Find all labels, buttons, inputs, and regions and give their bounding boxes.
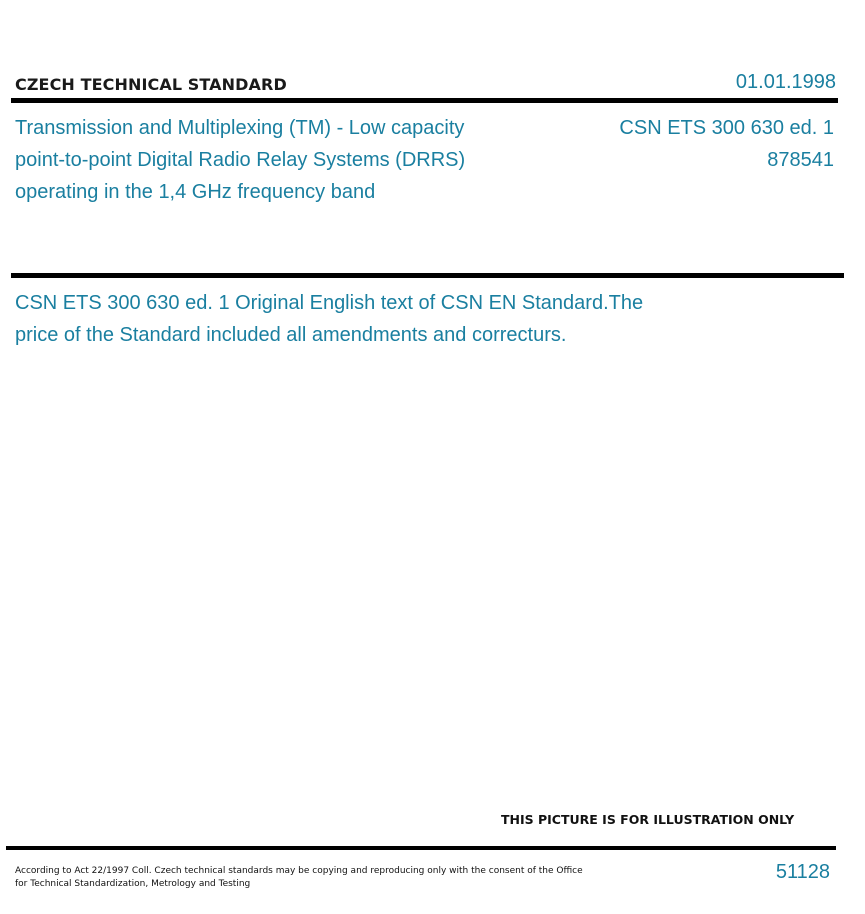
title-line: point-to-point Digital Radio Relay Systems (DRRS) [15,149,466,171]
legal-line: for Technical Standardization, Metrology and Testing [15,879,251,889]
title-line: Transmission and Multiplexing (TM) - Low capacity [15,117,465,139]
middle-divider [11,273,844,278]
standard-title [15,112,535,208]
top-divider [11,98,838,103]
illustration-disclaimer: THIS PICTURE IS FOR ILLUSTRATION ONLY [501,812,795,827]
standard-code-block [619,112,834,176]
description-line: CSN ETS 300 630 ed. 1 Original English text of CSN EN Standard.The [15,292,644,314]
title-line: operating in the 1,4 GHz frequency band [15,181,376,203]
bottom-divider [6,846,836,850]
catalog-number: 878541 [767,149,834,171]
description-line: price of the Standard included all amendments and correcturs. [15,324,567,346]
standard-description [15,287,735,351]
issue-date: 01.01.1998 [735,71,836,93]
legal-notice [15,865,583,891]
standard-type-label: CZECH TECHNICAL STANDARD [15,75,287,94]
standard-designation: CSN ETS 300 630 ed. 1 [619,117,834,139]
legal-line: According to Act 22/1997 Coll. Czech technical standards may be copying and reproducing only with the consent of the Office [15,866,583,876]
document-number: 51128 [775,861,830,883]
